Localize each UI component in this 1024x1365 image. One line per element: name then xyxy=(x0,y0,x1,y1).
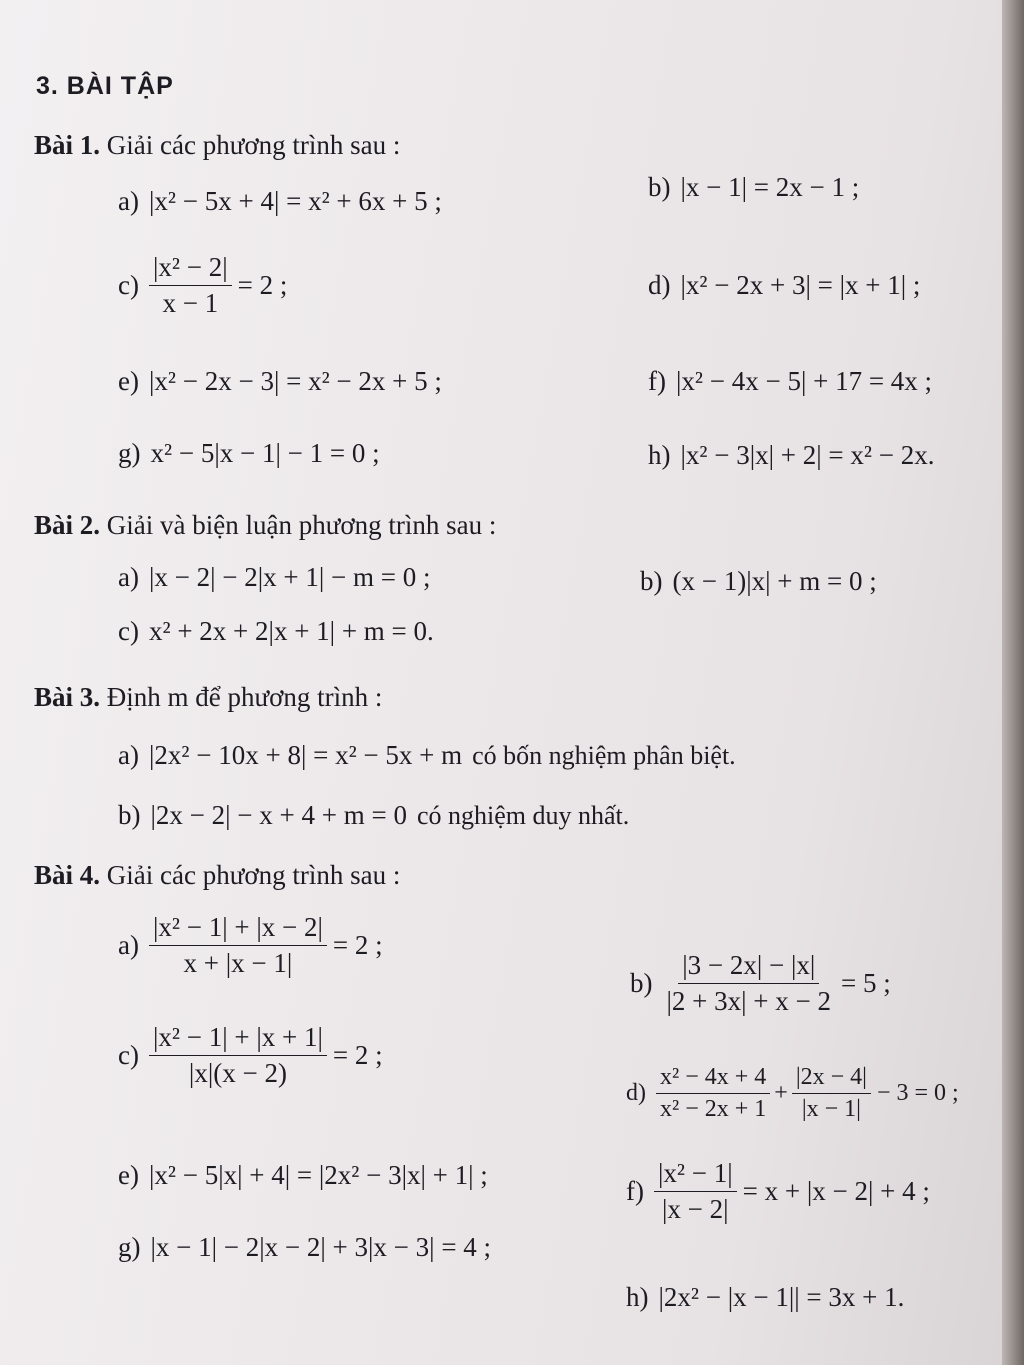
fraction xyxy=(149,912,327,979)
fraction-numerator: |x² − 2| xyxy=(149,252,232,286)
fraction-denominator: |x|(x − 2) xyxy=(188,1058,287,1088)
item-label: e) xyxy=(118,1160,139,1190)
section-heading: 3. BÀI TẬP xyxy=(36,72,174,100)
equation: |x² − 2x − 3| = x² − 2x + 5 ; xyxy=(148,366,442,396)
fraction-denominator: x − 1 xyxy=(162,288,219,318)
equation: |x² − 4x − 5| + 17 = 4x ; xyxy=(675,366,933,396)
exercise-1-number: Bài 1. xyxy=(34,130,101,160)
fraction-numerator: |2x − 4| xyxy=(792,1064,871,1094)
exercise-4-title xyxy=(34,860,400,891)
fraction-numerator: |x² − 1| xyxy=(654,1158,737,1192)
fraction-denominator: |x − 2| xyxy=(662,1194,729,1224)
exercise-1-instruction: Giải các phương trình sau : xyxy=(106,130,401,160)
ex1-item-b xyxy=(648,172,859,203)
fraction-numerator: |x² − 1| + |x − 2| xyxy=(149,912,327,946)
exercise-1-title xyxy=(34,130,400,161)
item-label: d) xyxy=(648,270,671,300)
item-label: b) xyxy=(640,566,663,596)
equation: x² − 5|x − 1| − 1 = 0 ; xyxy=(150,438,380,468)
item-label: a) xyxy=(118,562,139,592)
equation: |x − 1| − 2|x − 2| + 3|x − 3| = 4 ; xyxy=(150,1232,492,1262)
plus-sign: + xyxy=(774,1080,788,1106)
item-label: f) xyxy=(626,1176,644,1206)
ex4-item-g xyxy=(118,1232,491,1263)
equation: |x² − 2x + 3| = |x + 1| ; xyxy=(680,270,921,300)
ex3-item-b xyxy=(118,800,629,831)
book-spine-shadow xyxy=(1002,0,1024,1365)
equation: |x² − 5x + 4| = x² + 6x + 5 ; xyxy=(148,186,442,216)
ex4-item-b xyxy=(630,950,891,1017)
equation-rest: = x + |x − 2| + 4 ; xyxy=(742,1176,930,1206)
exercise-2-number: Bài 2. xyxy=(34,510,101,540)
exercise-2-title xyxy=(34,510,496,541)
item-label: e) xyxy=(118,366,139,396)
equation: |2x² − |x − 1|| = 3x + 1. xyxy=(658,1282,905,1312)
fraction xyxy=(654,1158,737,1225)
fraction-denominator: x² − 2x + 1 xyxy=(660,1096,767,1122)
fraction-numerator: |3 − 2x| − |x| xyxy=(678,950,819,984)
fraction-numerator: |x² − 1| + |x + 1| xyxy=(149,1022,327,1056)
ex4-item-d xyxy=(626,1064,959,1123)
ex3-item-a xyxy=(118,740,736,771)
equation-rest: = 2 ; xyxy=(332,930,383,960)
item-label: d) xyxy=(626,1080,646,1106)
equation-rest: − 3 = 0 ; xyxy=(876,1080,959,1106)
item-label: h) xyxy=(626,1282,649,1312)
fraction-numerator: x² − 4x + 4 xyxy=(656,1064,770,1094)
equation-rest: = 2 ; xyxy=(332,1040,383,1070)
exercise-2-instruction: Giải và biện luận phương trình sau : xyxy=(106,510,497,540)
item-label: g) xyxy=(118,438,141,468)
fraction xyxy=(663,950,836,1017)
item-label: h) xyxy=(648,440,671,470)
exercise-4-number: Bài 4. xyxy=(34,860,101,890)
item-label: c) xyxy=(118,1040,139,1070)
equation: |2x − 2| − x + 4 + m = 0 xyxy=(150,800,407,830)
ex1-item-a xyxy=(118,186,442,217)
item-label: b) xyxy=(648,172,671,202)
item-label: c) xyxy=(118,270,139,300)
ex1-item-f xyxy=(648,366,932,397)
equation: |x² − 5|x| + 4| = |2x² − 3|x| + 1| ; xyxy=(148,1160,488,1190)
ex4-item-a xyxy=(118,912,383,979)
item-label: b) xyxy=(118,800,141,830)
item-label: g) xyxy=(118,1232,141,1262)
condition-text: có nghiệm duy nhất. xyxy=(416,800,630,830)
item-label: b) xyxy=(630,968,653,998)
fraction-1 xyxy=(656,1064,770,1123)
item-label: f) xyxy=(648,366,666,396)
equation: x² + 2x + 2|x + 1| + m = 0. xyxy=(148,616,434,646)
fraction xyxy=(149,252,232,319)
equation: (x − 1)|x| + m = 0 ; xyxy=(672,566,877,596)
ex1-item-c xyxy=(118,252,287,319)
item-label: a) xyxy=(118,186,139,216)
exercise-3-title xyxy=(34,682,382,713)
item-label: a) xyxy=(118,930,139,960)
equation: |x − 2| − 2|x + 1| − m = 0 ; xyxy=(148,562,431,592)
ex4-item-h xyxy=(626,1282,904,1313)
item-label: c) xyxy=(118,616,139,646)
fraction-2 xyxy=(792,1064,871,1123)
fraction-denominator: |x − 1| xyxy=(801,1096,861,1122)
fraction xyxy=(149,1022,327,1089)
ex1-item-h xyxy=(648,440,934,471)
equation: |2x² − 10x + 8| = x² − 5x + m xyxy=(148,740,463,770)
item-label: a) xyxy=(118,740,139,770)
condition-text: có bốn nghiệm phân biệt. xyxy=(472,740,736,770)
ex4-item-e xyxy=(118,1160,488,1191)
equation: |x² − 3|x| + 2| = x² − 2x. xyxy=(680,440,935,470)
exercise-3-instruction: Định m để phương trình : xyxy=(106,682,383,712)
ex1-item-d xyxy=(648,270,920,301)
fraction-denominator: x + |x − 1| xyxy=(183,948,293,978)
equation-rest: = 2 ; xyxy=(237,270,288,300)
equation: |x − 1| = 2x − 1 ; xyxy=(680,172,860,202)
ex1-item-e xyxy=(118,366,442,397)
ex1-item-g xyxy=(118,438,380,469)
ex2-item-a xyxy=(118,562,431,593)
ex2-item-c xyxy=(118,616,434,647)
fraction-denominator: |2 + 3x| + x − 2 xyxy=(666,986,831,1016)
equation-rest: = 5 ; xyxy=(841,968,891,998)
ex4-item-c xyxy=(118,1022,383,1089)
exercise-3-number: Bài 3. xyxy=(34,682,101,712)
ex2-item-b xyxy=(640,566,877,597)
exercise-4-instruction: Giải các phương trình sau : xyxy=(106,860,401,890)
ex4-item-f xyxy=(626,1158,930,1225)
